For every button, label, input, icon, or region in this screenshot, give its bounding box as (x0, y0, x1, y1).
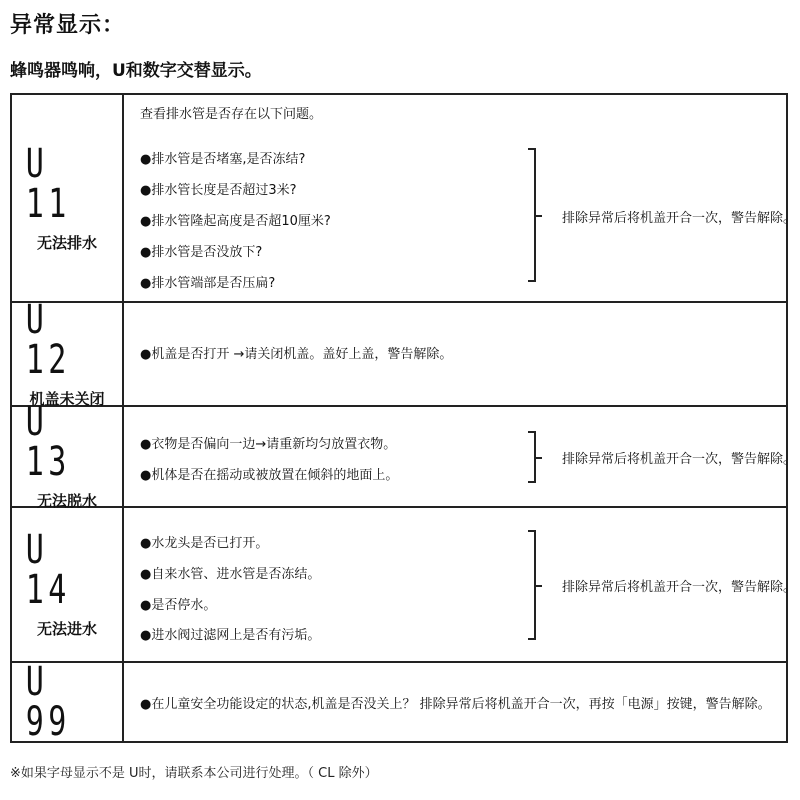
row-content (140, 508, 797, 661)
list-item: ●排水管隆起高度是否超10厘米? (140, 214, 331, 229)
list-item: ●排水管长度是否超过3米? (140, 183, 297, 198)
list-item: ●自来水管、进水管是否冻结。 (140, 567, 321, 582)
error-code: U 99 (25, 659, 71, 745)
error-code: U 14 (25, 527, 71, 613)
resolve-text: 排除异常后将机盖开合一次，警告解除。 (562, 580, 797, 595)
error-label: 无法进水 (36, 620, 97, 638)
table-row-u12 (12, 296, 786, 408)
row-content (140, 95, 797, 301)
list-item: ●机盖是否打开 →请关闭机盖。盖好上盖，警告解除。 (140, 347, 453, 362)
error-table (10, 93, 797, 745)
error-label: 无法排水 (36, 233, 97, 252)
error-label: 机盖未关闭 (29, 389, 105, 408)
list-item: ●水龙头是否已打开。 (140, 536, 269, 551)
list-item: ●是否停水。 (140, 598, 217, 613)
error-code: U 11 (25, 140, 71, 227)
page-title: 异常显示： (10, 13, 126, 38)
list-item: ●在儿童安全功能设定的状态,机盖是否没关上？ 排除异常后将机盖开合一次，再按「电源」按键，警告解除。 (140, 697, 771, 712)
list-item: ●排水管是否没放下? (140, 245, 263, 260)
bracket (528, 530, 536, 640)
code-cell (12, 508, 124, 661)
resolve-text: 排除异常后将机盖开合一次，警告解除。 (562, 452, 797, 467)
intro-text: 查看排水管是否存在以下问题。 (140, 107, 323, 122)
table-row-u99 (12, 659, 786, 745)
code-cell (12, 296, 124, 408)
footnote: ※如果字母显示不是 U时，请联系本公司进行处理。（ CL 除外） (10, 766, 378, 781)
row-content (140, 407, 797, 506)
resolve-text: 排除异常后将机盖开合一次，警告解除。 (562, 211, 797, 226)
table-row-u11 (12, 95, 797, 303)
bracket (528, 431, 536, 483)
code-cell (12, 659, 124, 745)
code-cell (12, 95, 124, 301)
row-content (140, 303, 786, 405)
list-item: ●机体是否在摇动或被放置在倾斜的地面上。 (140, 468, 399, 483)
error-code: U 13 (25, 399, 71, 485)
error-label: 无法脱水 (36, 492, 97, 510)
row-content (140, 663, 786, 741)
list-item: ●衣物是否偏向一边→请重新均匀放置衣物。 (140, 437, 397, 452)
list-item: ●进水阀过滤网上是否有污垢。 (140, 628, 321, 643)
list-item: ●排水管端部是否压扁? (140, 276, 276, 291)
table-row-u14 (12, 508, 797, 663)
error-code: U 12 (25, 296, 71, 383)
code-cell (12, 399, 124, 510)
page-subtitle: 蜂鸣器鸣响，U和数字交替显示。 (10, 61, 262, 81)
table-row-u13 (12, 399, 797, 510)
list-item: ●排水管是否堵塞,是否冻结? (140, 152, 306, 167)
bracket (528, 148, 536, 282)
